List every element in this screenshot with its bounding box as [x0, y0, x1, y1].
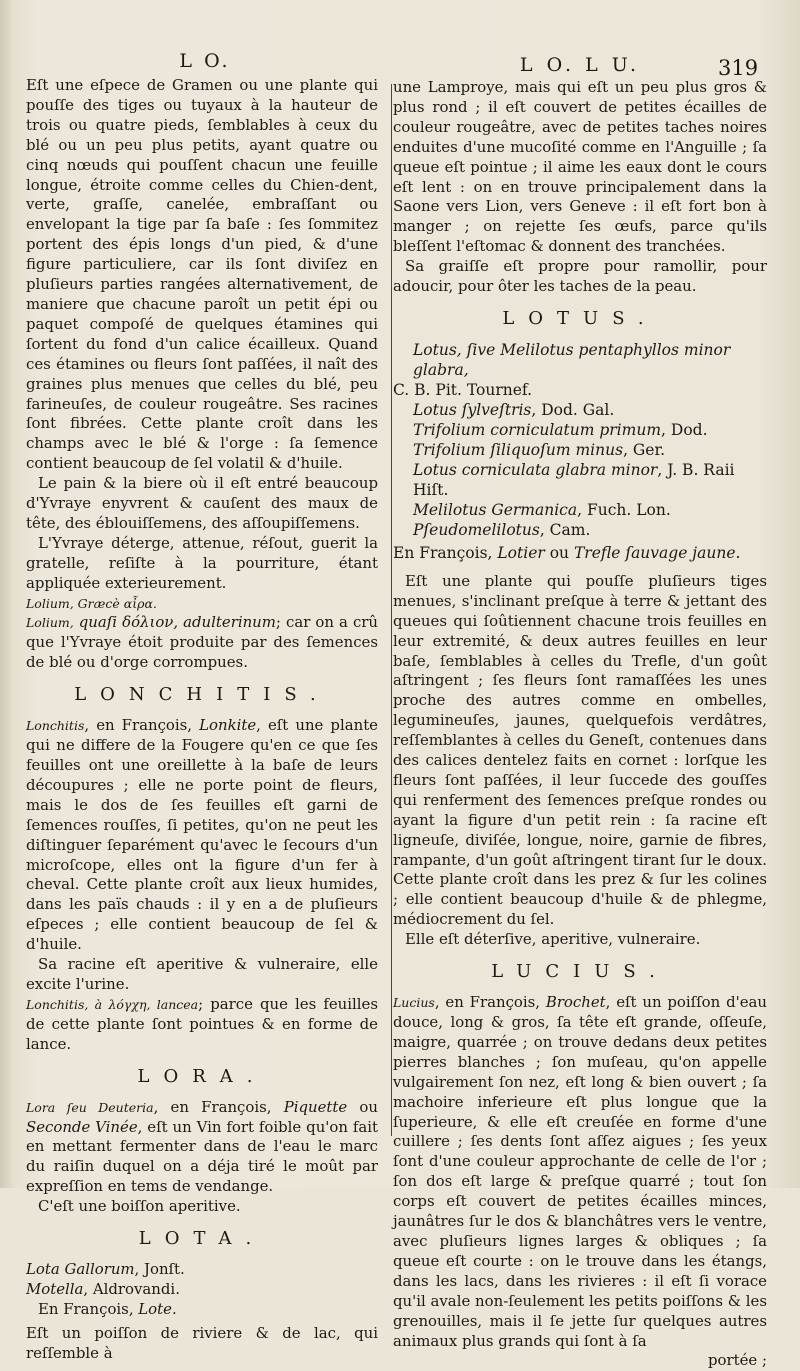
catchword: portée ; [708, 1351, 767, 1370]
lonchitis-paragraph-2: Sa racine eſt aperitive & vulneraire, elle excite l'urine. [26, 955, 378, 993]
text: , Cam. [539, 520, 591, 539]
text: , eſt une plante qui ne differe de la Fougere qu'en ce que ſes feuilles ont une oreillette à la baſe de leurs découpures ; elle ne porte point de fleurs, mais le dos de ſes feuilles eſt garni de ſemences rouſſes, ſi petites, qu'on ne peut les diſtinguer ſeparément qu'avec le ſecours d'un microſcope, elles ont la figure d'un fer à cheval. Cette plante croît aux lieux humides, dans les païs chauds : il y en a de pluſieurs eſpeces ; elle contient beaucoup de ſel & d'huile. [26, 716, 378, 954]
running-head-left: L O. [179, 50, 231, 72]
lota-paragraph-2: Sa graiſſe eſt propre pour ramollir, pour adoucir, pour ôter les taches de la peau. [393, 257, 767, 296]
lota-synonym-1 [26, 1260, 378, 1280]
right-column [393, 78, 767, 1371]
text: En François, [38, 1299, 139, 1318]
entry-heading-lucius: LUCIUS. [491, 961, 669, 983]
text: ou [347, 1097, 378, 1116]
french-name: Seconde Vinée [26, 1117, 138, 1136]
running-head-right: L O. L U. [519, 54, 641, 76]
synonym [413, 500, 767, 520]
text: , Ger. [623, 440, 666, 459]
text: , Dod. Gal. [531, 400, 615, 419]
text: , eſt un Vin fort foible qu'on fait en mettant fermenter dans de l'eau le marc du raiſin duquel on a déja tiré le moût par expreſſion en tems de vendange. [26, 1117, 378, 1196]
term: Melilotus Germanica [413, 500, 578, 519]
left-column [26, 76, 378, 1364]
term: Lucius [393, 995, 435, 1011]
synonym [413, 340, 767, 380]
synonym [413, 400, 767, 420]
synonym [413, 460, 767, 500]
french-name: Lotier [497, 543, 545, 562]
lucius-paragraph-1 [393, 993, 767, 1351]
term: Lotus ſylveſtris [413, 400, 532, 419]
synonym [413, 520, 767, 540]
text: , en François, [434, 993, 546, 1012]
greek-gloss: Græcè αἶρα. [73, 595, 157, 611]
lotus-synonyms [393, 340, 767, 540]
text: , eſt un poiſſon d'eau douce, long & gros, ſa tête eſt grande, oſſeuſe, maigre, quarrée ; on trouve dedans deux petites pierres blanches ; ſon muſeau, qu'on appelle vulgairement ſon nez, eſt long & bien ouvert ; ſa machoire inferieure eſt plus longue que la ſuperieure, & elle eſt creuſée en forme d'une cuillere ; ſes dents ſont aſſez aigues ; ſes yeux ſont d'une couleur approchante de celle de l'or ; ſon dos eſt large & preſque quarré ; tout ſon corps eſt couvert de petites écailles minces, jaunâtres ſur le dos & blanchâtres vers le ventre, avec pluſieurs lignes larges & obliques ; ſa queue eſt courte : on le trouve dans les étangs, dans les lacs, dans les rivieres : il eſt ſi vorace qu'il avale non-ſeulement les petits poiſſons & les grenouilles, mais il ſe jette ſur quelques autres animaux plus grands qui ſont à ſa [393, 993, 767, 1350]
french-name: Brochet [545, 993, 606, 1012]
lotus-paragraph-2: Elle eſt déterſive, aperitive, vulneraire. [405, 930, 701, 949]
column-divider [391, 84, 392, 1136]
french-name: Lote. [138, 1299, 177, 1318]
entry-heading-lota: LOTA. [138, 1228, 266, 1250]
text: , en François, [84, 716, 200, 735]
term: Lolium, [26, 595, 74, 611]
entry-heading-lora: LORA. [137, 1065, 267, 1087]
text: , Jonſt. [134, 1260, 185, 1279]
gloss-text: ; car on a crû que l'Yvraye étoit produite par des ſemences de blé ou d'orge corrompues. [26, 613, 378, 672]
lonchitis-paragraph-1 [26, 716, 378, 955]
term: Pſeudomelilotus [413, 520, 540, 539]
term: Lota Gallorum [26, 1260, 135, 1279]
term: Lolium, [26, 615, 74, 631]
lota-french-name [26, 1300, 378, 1320]
text: , J. B. Raii Hiſt. [413, 460, 735, 499]
lo-etymology-1 [26, 594, 378, 614]
term: Trifolium ſiliquoſum minus [413, 440, 624, 459]
french-name: Lonkite [199, 716, 257, 735]
french-name: Trefle ſauvage jaune. [573, 543, 741, 562]
lo-paragraph-1: Eſt une eſpece de Gramen ou une plante qui pouſſe des tiges ou tuyaux à la hauteur de trois ou quatre pieds, ſemblables à ceux du blé ou un peu plus petits, ayant quatre ou cinq nœuds qui pouſſent chacun une feuille longue, étroite comme celles du Chien-dent, verte, graſſe, canelée, embraſſant ou envelopant la tige par ſa baſe : ſes ſommitez portent des épis longs d'un pied, & d'une figure particuliere, car ils ſont diviſez en pluſieurs parties rangées alternativement, de maniere que chacune paroît un petit épi ou paquet compoſé de quelques étamines qui ſortent du fond d'un calice écailleux. Quand ces étamines ou fleurs ſont paſſées, il naît des graines plus menues que celles du blé, peu farineuſes, de couleur rougeâtre. Ses racines ſont fibrées. Cette plante croît dans les champs avec le blé & l'orge : ſa ſemence contient beaucoup de ſel volatil & d'huile. [26, 76, 378, 473]
term: Lotus corniculata glabra minor [413, 460, 658, 479]
synonym [413, 440, 767, 460]
text: ; parce que les feuilles de cette plante ſont pointues & en forme de lance. [26, 994, 379, 1053]
lonchitis-etymology [26, 995, 378, 1055]
synonym [413, 420, 767, 440]
text: , Aldrovandi. [83, 1279, 180, 1298]
entry-heading-lonchitis: LONCHITIS. [74, 684, 330, 706]
text: , en François, [153, 1097, 284, 1116]
greek-gloss: quaſi δόλιον, adulterinum [73, 613, 276, 632]
synonym-continuation: C. B. Pit. Tournef. [393, 380, 533, 399]
lota-continuation: une Lamproye, mais qui eſt un peu plus gros & plus rond ; il eſt couvert de petites écailles de couleur rougeâtre, avec de petites taches noires enduites d'une mucoſité comme en l'Anguille ; ſa queue eſt pointue ; il aime les eaux dont le cours eſt lent : on en trouve principalement dans la Saone vers Lion, vers Geneve : il eſt fort bon à manger ; on rejette ſes œufs, parce qu'ils bleſſent l'eſtomac & donnent des tranchées. [393, 78, 767, 256]
lo-paragraph-3: L'Yvraye déterge, attenue, réſout, guerit la gratelle, reſiſte à la pourriture, étant appliquée exterieurement. [26, 533, 378, 592]
text: ou [544, 543, 574, 562]
term: Trifolium corniculatum primum [413, 420, 662, 439]
entry-heading-lotus: LOTUS. [502, 307, 658, 329]
lotus-paragraph-1: Eſt une plante qui pouſſe pluſieurs tiges menues, s'inclinant preſque à terre & jettant des queues qui ſoûtiennent chacune trois feuilles en leur extremité, & deux autres feuilles en leur baſe, ſemblables à celles du Trefle, d'un goût aſtringent ; ſes fleurs ſont ramaſſées les unes proche des autres comme en ombelles, legumineuſes, jaunes, quelquefois verdâtres, reſſemblantes à celles du Geneſt, contenues dans des calices dentelez faits en cornet : lorſque les fleurs ſont paſſées, il leur ſuccede des gouſſes qui renferment des ſemences preſque rondes ou ayant la figure d'un petit rein : ſa racine eſt ligneuſe, diviſée, longue, noire, garnie de fibres, rampante, d'un goût aſtringent tirant ſur le doux. Cette plante croît dans les prez & ſur les colines ; elle contient beaucoup d'huile & de phlegme, médiocrement du ſel. [393, 571, 767, 929]
text: , Fuch. Lon. [577, 500, 671, 519]
term: Lora ſeu Deuteria [26, 1099, 154, 1115]
lo-etymology-2 [26, 613, 378, 673]
term: Lonchitis, à λόγχη, lancea [26, 996, 199, 1012]
term: Lotus, ſive Melilotus pentaphyllos minor glabra, [413, 340, 731, 379]
french-name: Piquette [283, 1097, 348, 1116]
text: En François, [393, 543, 498, 562]
term: Motella [26, 1279, 84, 1298]
lota-synonym-2 [26, 1280, 378, 1300]
lota-paragraph-1: Eſt un poiſſon de riviere & de lac, qui reſſemble à [26, 1323, 378, 1362]
lora-paragraph-1 [26, 1098, 378, 1198]
lora-paragraph-2: C'eſt une boiſſon aperitive. [38, 1197, 241, 1216]
page-number: 319 [718, 56, 759, 80]
term: Lonchitis [26, 718, 85, 734]
lotus-french-name [393, 544, 767, 564]
text: , Dod. [661, 420, 708, 439]
lo-paragraph-2: Le pain & la biere où il eſt entré beaucoup d'Yvraye enyvrent & cauſent des maux de tête, des éblouiſſemens, des aſſoupiſſemens. [26, 474, 378, 532]
